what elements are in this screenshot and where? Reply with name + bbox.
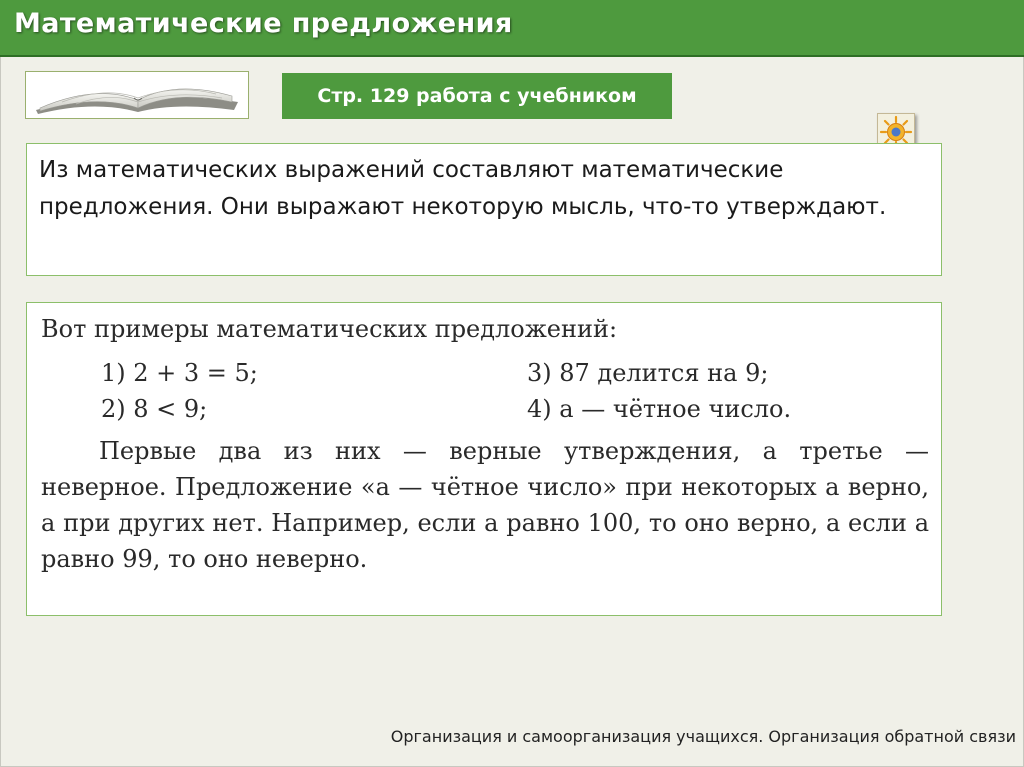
footer-text: Организация и самоорганизация учащихся. Организация обратной связи [390,727,1016,746]
explanation-paragraph: Первые два из них — верные утверждения, а третье — неверное. Предложение «a — чётное число» при некоторых a верно, а при других нет. Например, если a равно 100, то оно верно, а если a равно 99, то оно неверно. [41,437,929,573]
example-3: 3) 87 делится на 9; [527,359,769,387]
textbook-excerpt [26,302,942,616]
task-label: Стр. 129 работа с учебником [282,73,672,119]
example-1: 1) 2 + 3 = 5; [101,359,258,387]
slide-title: Математические предложения [14,8,513,39]
examples-heading: Вот примеры математических предложений: [41,315,618,343]
example-2: 2) 8 < 9; [101,395,208,423]
definition-box [26,143,942,276]
example-4: 4) a — чётное число. [527,395,792,423]
title-bar [0,0,1024,57]
book-picture [25,71,249,119]
definition-text: Из математических выражений составляют математические предложения. Они выражают некоторую мысль, что-то утверждают. [39,157,887,220]
open-book-icon [26,72,248,118]
